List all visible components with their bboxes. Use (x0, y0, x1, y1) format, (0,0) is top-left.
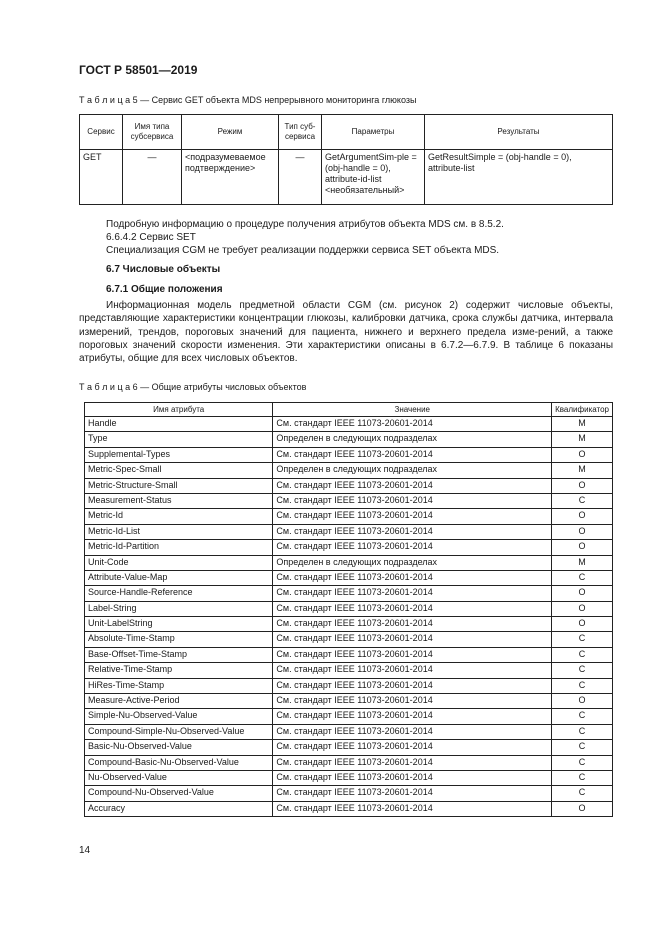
qualifier-cell: C (552, 724, 613, 739)
section-heading-6-6-4-2: 6.6.4.2 Сервис SET (106, 232, 196, 243)
table-row (85, 524, 613, 539)
attribute-name-cell: Absolute-Time-Stamp (85, 632, 273, 647)
attribute-value-cell: См. стандарт IEEE 11073-20601-2014 (273, 801, 552, 816)
attribute-value-cell: См. стандарт IEEE 11073-20601-2014 (273, 617, 552, 632)
table-row (85, 647, 613, 662)
qualifier-cell: O (552, 540, 613, 555)
qualifier-cell: M (552, 463, 613, 478)
attribute-name-cell: Simple-Nu-Observed-Value (85, 709, 273, 724)
attribute-value-cell: См. стандарт IEEE 11073-20601-2014 (273, 647, 552, 662)
table6-header-row (85, 403, 613, 417)
qualifier-cell: O (552, 447, 613, 462)
attribute-name-cell: Type (85, 432, 273, 447)
attribute-value-cell: См. стандарт IEEE 11073-20601-2014 (273, 478, 552, 493)
qualifier-cell: M (552, 555, 613, 570)
table-row (85, 447, 613, 462)
qualifier-cell: C (552, 493, 613, 508)
document-header: ГОСТ Р 58501—2019 (79, 63, 198, 77)
qualifier-cell: C (552, 755, 613, 770)
qualifier-cell: O (552, 478, 613, 493)
table-row (85, 694, 613, 709)
table5-header-row (80, 115, 613, 150)
table-row (85, 417, 613, 432)
attribute-name-cell: Compound-Basic-Nu-Observed-Value (85, 755, 273, 770)
attribute-value-cell: См. стандарт IEEE 11073-20601-2014 (273, 724, 552, 739)
attribute-name-cell: Metric-Id (85, 509, 273, 524)
table-row (85, 801, 613, 816)
attribute-name-cell: Compound-Nu-Observed-Value (85, 786, 273, 801)
attribute-name-cell: Metric-Id-List (85, 524, 273, 539)
attribute-value-cell: См. стандарт IEEE 11073-20601-2014 (273, 586, 552, 601)
table5-header-cell: Имя типа субсервиса (123, 115, 182, 150)
qualifier-cell: C (552, 709, 613, 724)
qualifier-cell: C (552, 632, 613, 647)
attribute-name-cell: Relative-Time-Stamp (85, 663, 273, 678)
table5-cell: — (279, 150, 322, 205)
table5 (79, 114, 613, 205)
table-row (85, 709, 613, 724)
table5-header-cell: Тип суб-сервиса (279, 115, 322, 150)
attribute-value-cell: См. стандарт IEEE 11073-20601-2014 (273, 770, 552, 785)
attribute-value-cell: См. стандарт IEEE 11073-20601-2014 (273, 786, 552, 801)
paragraph: Специализация CGM не требует реализации поддержки сервиса SET объекта MDS. (106, 245, 500, 256)
attribute-name-cell: Metric-Spec-Small (85, 463, 273, 478)
attribute-name-cell: Supplemental-Types (85, 447, 273, 462)
qualifier-cell: C (552, 678, 613, 693)
attribute-value-cell: См. стандарт IEEE 11073-20601-2014 (273, 678, 552, 693)
qualifier-cell: M (552, 417, 613, 432)
qualifier-cell: O (552, 586, 613, 601)
table-row (85, 540, 613, 555)
attribute-name-cell: Basic-Nu-Observed-Value (85, 740, 273, 755)
table-row (80, 150, 613, 205)
attribute-value-cell: См. стандарт IEEE 11073-20601-2014 (273, 493, 552, 508)
attribute-name-cell: Handle (85, 417, 273, 432)
table-row (85, 724, 613, 739)
qualifier-cell: C (552, 570, 613, 585)
table5-cell: GetResultSimple = (obj-handle = 0), attribute-list (425, 150, 613, 205)
attribute-value-cell: См. стандарт IEEE 11073-20601-2014 (273, 740, 552, 755)
table-row (85, 617, 613, 632)
attribute-name-cell: Compound-Simple-Nu-Observed-Value (85, 724, 273, 739)
attribute-name-cell: Nu-Observed-Value (85, 770, 273, 785)
qualifier-cell: C (552, 740, 613, 755)
attribute-value-cell: См. стандарт IEEE 11073-20601-2014 (273, 570, 552, 585)
attribute-value-cell: Определен в следующих подразделах (273, 432, 552, 447)
table5-cell: <подразумеваемое подтверждение> (182, 150, 279, 205)
table5-header-cell: Параметры (322, 115, 425, 150)
attribute-value-cell: Определен в следующих подразделах (273, 463, 552, 478)
table5-cell: GET (80, 150, 123, 205)
qualifier-cell: O (552, 524, 613, 539)
attribute-value-cell: См. стандарт IEEE 11073-20601-2014 (273, 694, 552, 709)
attribute-name-cell: Source-Handle-Reference (85, 586, 273, 601)
qualifier-cell: C (552, 770, 613, 785)
attribute-name-cell: Unit-Code (85, 555, 273, 570)
qualifier-cell: M (552, 432, 613, 447)
table-row (85, 478, 613, 493)
attribute-name-cell: Measurement-Status (85, 493, 273, 508)
attribute-name-cell: Measure-Active-Period (85, 694, 273, 709)
table6-body (85, 417, 613, 817)
table-row (85, 601, 613, 616)
attribute-value-cell: См. стандарт IEEE 11073-20601-2014 (273, 601, 552, 616)
attribute-name-cell: Accuracy (85, 801, 273, 816)
attribute-value-cell: См. стандарт IEEE 11073-20601-2014 (273, 663, 552, 678)
qualifier-cell: C (552, 663, 613, 678)
attribute-value-cell: См. стандарт IEEE 11073-20601-2014 (273, 524, 552, 539)
qualifier-cell: C (552, 786, 613, 801)
attribute-name-cell: Base-Offset-Time-Stamp (85, 647, 273, 662)
attribute-value-cell: См. стандарт IEEE 11073-20601-2014 (273, 709, 552, 724)
table-row (85, 463, 613, 478)
table6-caption: Т а б л и ц а 6 — Общие атрибуты числовых объектов (79, 382, 307, 392)
table5-caption: Т а б л и ц а 5 — Сервис GET объекта MDS непрерывного мониторинга глюкозы (79, 95, 417, 105)
attribute-name-cell: HiRes-Time-Stamp (85, 678, 273, 693)
table-row (85, 786, 613, 801)
attribute-name-cell: Metric-Structure-Small (85, 478, 273, 493)
table-row (85, 493, 613, 508)
table-row (85, 770, 613, 785)
table-row (85, 570, 613, 585)
table5-header-cell: Сервис (80, 115, 123, 150)
table6 (84, 402, 613, 817)
attribute-name-cell: Metric-Id-Partition (85, 540, 273, 555)
attribute-value-cell: См. стандарт IEEE 11073-20601-2014 (273, 417, 552, 432)
qualifier-cell: O (552, 617, 613, 632)
attribute-value-cell: См. стандарт IEEE 11073-20601-2014 (273, 632, 552, 647)
section-heading-6-7: 6.7 Числовые объекты (106, 264, 221, 275)
attribute-value-cell: См. стандарт IEEE 11073-20601-2014 (273, 509, 552, 524)
table5-cell: — (123, 150, 182, 205)
attribute-name-cell: Unit-LabelString (85, 617, 273, 632)
attribute-value-cell: См. стандарт IEEE 11073-20601-2014 (273, 755, 552, 770)
attribute-name-cell: Attribute-Value-Map (85, 570, 273, 585)
attribute-value-cell: Определен в следующих подразделах (273, 555, 552, 570)
attribute-value-cell: См. стандарт IEEE 11073-20601-2014 (273, 540, 552, 555)
paragraph: Информационная модель предметной области CGM (см. рисунок 2) содержит числовые объекты, представляющие характеристики концентрации глюкозы, калибровки датчика, срока службы датчика, интервала измерений, трендов, пороговых значений для пациента, нижнего и верхнего предела изме-рений, а также пороговых значений скорости изменения. Эти характеристики описаны в 6.7.2—6.7.9. В таблице 6 показаны атрибуты, общие для всех числовых объектов. (79, 300, 613, 365)
table5-header-cell: Результаты (425, 115, 613, 150)
page-number: 14 (79, 845, 91, 856)
table5-header-cell: Режим (182, 115, 279, 150)
table6-header-cell: Имя атрибута (85, 403, 273, 417)
qualifier-cell: C (552, 647, 613, 662)
attribute-name-cell: Label-String (85, 601, 273, 616)
table-row (85, 555, 613, 570)
table-row (85, 586, 613, 601)
qualifier-cell: O (552, 601, 613, 616)
table-row (85, 678, 613, 693)
table-row (85, 432, 613, 447)
paragraph: Подробную информацию о процедуре получения атрибутов объекта MDS см. в 8.5.2. (106, 219, 504, 230)
qualifier-cell: O (552, 694, 613, 709)
table5-cell: GetArgumentSim-ple = (obj-handle = 0), attribute-id-list <необязательный> (322, 150, 425, 205)
section-heading-6-7-1: 6.7.1 Общие положения (106, 284, 223, 295)
table-row (85, 740, 613, 755)
qualifier-cell: O (552, 801, 613, 816)
table6-header-cell: Квалификатор (552, 403, 613, 417)
table-row (85, 755, 613, 770)
qualifier-cell: O (552, 509, 613, 524)
table-row (85, 663, 613, 678)
table-row (85, 632, 613, 647)
attribute-value-cell: См. стандарт IEEE 11073-20601-2014 (273, 447, 552, 462)
table6-header-cell: Значение (273, 403, 552, 417)
table-row (85, 509, 613, 524)
